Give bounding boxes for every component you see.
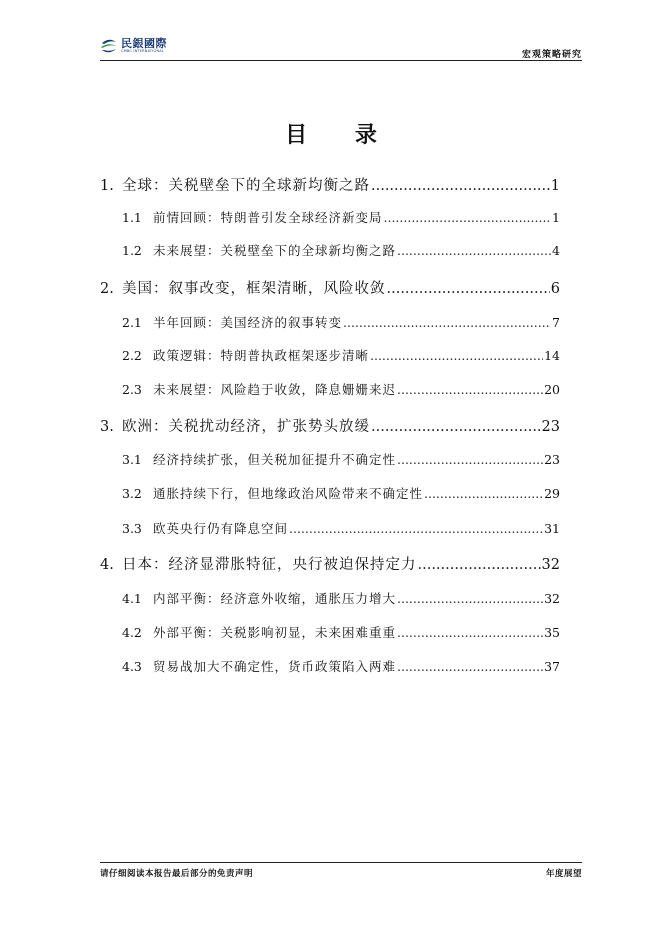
toc-entry-page: 1 — [550, 178, 560, 194]
toc-entry-page: 4 — [552, 243, 560, 258]
toc-entry-number: 1.1 — [122, 210, 142, 225]
logo-icon — [100, 38, 118, 54]
toc-entry-title: 全球：关税壁垒下的全球新均衡之路 — [122, 178, 370, 194]
toc-leader-dots — [384, 210, 552, 225]
toc-entry-number: 3.1 — [122, 452, 142, 467]
toc-entry-number: 3. — [100, 419, 114, 435]
toc-leader-dots — [397, 243, 551, 258]
toc-entry-title: 贸易战加大不确定性，货币政策陷入两难 — [153, 659, 397, 674]
toc-leader-dots — [397, 625, 543, 640]
footer-disclaimer: 请仔细阅读本报告最后部分的免责声明 — [100, 869, 254, 879]
toc-entry[interactable] — [100, 415, 560, 436]
toc-entry-page: 32 — [544, 591, 560, 606]
toc-entry-title: 经济持续扩张，但关税加征提升不确定性 — [153, 452, 397, 467]
toc-entry-number: 1.2 — [122, 243, 142, 258]
toc-entry[interactable] — [100, 519, 560, 537]
toc-entry-title: 政策逻辑：特朗普执政框架逐步清晰 — [153, 348, 370, 363]
toc-leader-dots — [397, 452, 543, 467]
toc-entry-number: 1. — [100, 178, 114, 194]
header-divider — [100, 60, 582, 61]
toc-entry[interactable] — [100, 450, 560, 468]
footer-report-type: 年度展望 — [545, 869, 582, 879]
toc-leader-dots — [397, 659, 543, 674]
toc-leader-dots — [343, 315, 551, 330]
footer-divider — [100, 862, 582, 863]
toc-entry[interactable] — [100, 589, 560, 607]
toc-entry-page: 32 — [541, 557, 560, 573]
toc-entry-title: 日本：经济显滞胀特征，央行被迫保持定力 — [122, 557, 417, 573]
toc-entry-title: 欧洲：关税扰动经济，扩张势头放缓 — [122, 419, 370, 435]
toc-entry-number: 4.3 — [122, 659, 142, 674]
toc-entry-number: 2.1 — [122, 315, 142, 330]
report-section-label: 宏观策略研究 — [521, 50, 582, 60]
toc-entry[interactable] — [100, 657, 560, 675]
toc-entry-page: 23 — [544, 452, 560, 467]
toc-leader-dots — [397, 591, 543, 606]
page-header — [100, 38, 582, 62]
company-logo — [100, 38, 167, 54]
toc-entry-number: 2. — [100, 281, 114, 297]
toc-entry-page: 37 — [544, 659, 560, 674]
toc-entry-page: 6 — [550, 281, 560, 297]
toc-leader-dots — [418, 557, 541, 573]
toc-entry-title: 前情回顾：特朗普引发全球经济新变局 — [153, 210, 383, 225]
toc-entry[interactable] — [100, 623, 560, 641]
toc-entry-number: 4.2 — [122, 625, 142, 640]
toc-entry[interactable] — [100, 208, 560, 226]
toc-entry-title: 美国：叙事改变，框架清晰，风险收敛 — [122, 281, 386, 297]
toc-entry[interactable] — [100, 553, 560, 574]
toc-entry-title: 通胀持续下行，但地缘政治风险带来不确定性 — [153, 486, 424, 501]
toc-entry-page: 35 — [544, 625, 560, 640]
toc-leader-dots — [387, 281, 550, 297]
toc-leader-dots — [371, 178, 550, 194]
toc-entry[interactable] — [100, 277, 560, 298]
page-title: 目 录 — [285, 122, 397, 148]
toc-entry[interactable] — [100, 346, 560, 364]
toc-entry-title: 内部平衡：经济意外收缩，通胀压力增大 — [153, 591, 397, 606]
toc-entry-number: 4. — [100, 557, 114, 573]
toc-entry-title: 欧英央行仍有降息空间 — [153, 521, 289, 536]
toc-entry-page: 14 — [544, 348, 560, 363]
toc-entry-page: 1 — [552, 210, 560, 225]
toc-entry-title: 半年回顾：美国经济的叙事转变 — [153, 315, 343, 330]
toc-entry[interactable] — [100, 380, 560, 398]
toc-leader-dots — [289, 521, 543, 536]
toc-entry[interactable] — [100, 484, 560, 502]
toc-entry-page: 29 — [544, 486, 560, 501]
toc-entry-page: 23 — [541, 419, 560, 435]
toc-leader-dots — [424, 486, 543, 501]
toc-entry-title: 未来展望：风险趋于收敛，降息姗姗来迟 — [153, 382, 397, 397]
toc-entry-number: 4.1 — [122, 591, 142, 606]
toc-entry[interactable] — [100, 313, 560, 331]
toc-entry[interactable] — [100, 241, 560, 259]
toc-entry-page: 31 — [544, 521, 560, 536]
toc-entry[interactable] — [100, 174, 560, 195]
toc-entry-number: 3.3 — [122, 521, 142, 536]
toc-entry-number: 3.2 — [122, 486, 142, 501]
toc-entry-title: 未来展望：关税壁垒下的全球新均衡之路 — [153, 243, 397, 258]
toc-entry-title: 外部平衡：关税影响初显，未来困难重重 — [153, 625, 397, 640]
toc-entry-page: 20 — [544, 382, 560, 397]
toc-leader-dots — [371, 419, 541, 435]
toc-entry-number: 2.3 — [122, 382, 142, 397]
toc-entry-page: 7 — [552, 315, 560, 330]
toc-leader-dots — [397, 382, 543, 397]
logo-name-cn: 民銀國際 — [121, 37, 167, 51]
toc-entry-number: 2.2 — [122, 348, 142, 363]
logo-name-en: CMBC INTERNATIONAL — [121, 49, 165, 54]
toc-leader-dots — [370, 348, 543, 363]
